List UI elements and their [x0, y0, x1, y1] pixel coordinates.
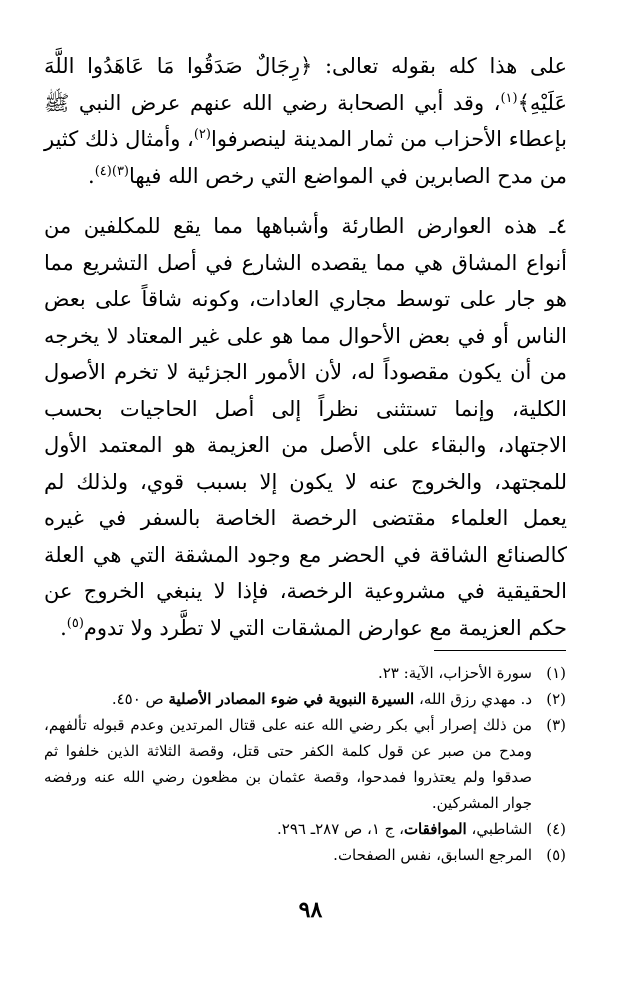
paragraph-1-text-a: على هذا كله بقوله تعالى: ﴿رِجَالٌ صَدَقُوا مَا عَاهَدُوا اللَّهَ عَلَيْهِ﴾: [44, 54, 567, 115]
footnote-page-ref: ، ج ١، ص ٢٨٧ـ ٢٩٦.: [277, 820, 404, 838]
footnote-3: [44, 712, 566, 816]
footnote-text: المرجع السابق، نفس الصفحات.: [333, 846, 532, 864]
footnote-number: (٣): [546, 716, 566, 734]
main-text: [44, 48, 567, 646]
footnote-number: (٥): [546, 846, 566, 864]
footnote-text: من ذلك إصرار أبي بكر رضي الله عنه على قتال المرتدين وعدم قبوله تألفهم، ومدح من صبر عن قول كلمة الكفر حتى قتل، وقصة الثلاثة الذين خلفوا ثم صدقوا ولم يعتذروا فمدحوا، وقصة عثمان بن مظعون رضي الله عنه ورفضه جوار المشركين.: [44, 716, 532, 812]
footnote-text: [44, 686, 532, 712]
paragraph-2-text-a: ٤ـ هذه العوارض الطارئة وأشباهها مما يقع للمكلفين من أنواع المشاق هي مما يقصده الشارع في أصل التشريع مما هو جار على توسط مجاري العادات، وكونه شاقاً على بعض الناس أو في بعض الأحوال مما هو على غير المعتاد لا يخرجه من أن يكون مقصوداً له، لأن الأمور الجزئية لا تخرم الأصول الكلية، وإنما تستثنى نظراً إلى أصل الحاجيات بحسب الاجتهاد، والبقاء على الأصل من العزيمة هو المعتمد الأول للمجتهد، والخروج عنه لا يكون إلا بسبب قوي، ولذلك لم يعمل العلماء مقتضى الرخصة الخاصة بالسفر في غيره كالصنائع الشاقة في الحضر مع وجود المشقة التي هي العلة الحقيقية في مشروعية الرخصة، فإذا لا ينبغي الخروج عن حكم العزيمة مع عوارض المشقات التي لا تطَّرد ولا تدوم: [44, 214, 568, 640]
footnote-text: سورة الأحزاب، الآية: ٢٣.: [377, 664, 532, 682]
footnote-ref-1: (١): [500, 90, 518, 106]
footnote-author: د. مهدي رزق الله،: [414, 690, 532, 708]
footnote-number: (٤): [546, 820, 566, 838]
footnote-author: الشاطبي،: [466, 820, 532, 838]
footnote-book-title: السيرة النبوية في ضوء المصادر الأصلية: [168, 690, 415, 708]
paragraph-2-text-b: .: [60, 615, 67, 640]
footnotes-section: [44, 660, 566, 868]
paragraph-1-text-c: ، وأمثال ذلك كثير من مدح الصابرين في المواضع التي رخص الله فيها: [44, 127, 567, 188]
footnote-2: [44, 686, 566, 712]
footnote-text: [44, 816, 532, 842]
footnote-4: [44, 816, 566, 842]
footnote-page-ref: ص ٤٥٠.: [111, 690, 169, 708]
footnote-ref-2: (٢): [193, 127, 211, 142]
footnote-number: (١): [546, 664, 566, 682]
paragraph-2: [44, 208, 567, 646]
footnote-book-title: الموافقات: [403, 820, 467, 838]
paragraph-1: [44, 48, 567, 194]
page-number: ٩٨: [298, 897, 323, 923]
paragraph-1-text-d: .: [88, 163, 95, 188]
footnote-ref-3-4: (٣)(٤): [94, 163, 129, 179]
footnote-1: [44, 660, 566, 686]
paragraph-1-text-b: ، وقد أبي الصحابة رضي الله عنهم عرض النبي ﷺ بإعطاء الأحزاب من ثمار المدينة لينصرفوا: [44, 90, 567, 151]
footnote-5: [44, 842, 566, 868]
footnote-number: (٢): [546, 690, 566, 708]
footnote-separator: [434, 650, 566, 651]
footnote-ref-5: (٥): [66, 615, 84, 631]
